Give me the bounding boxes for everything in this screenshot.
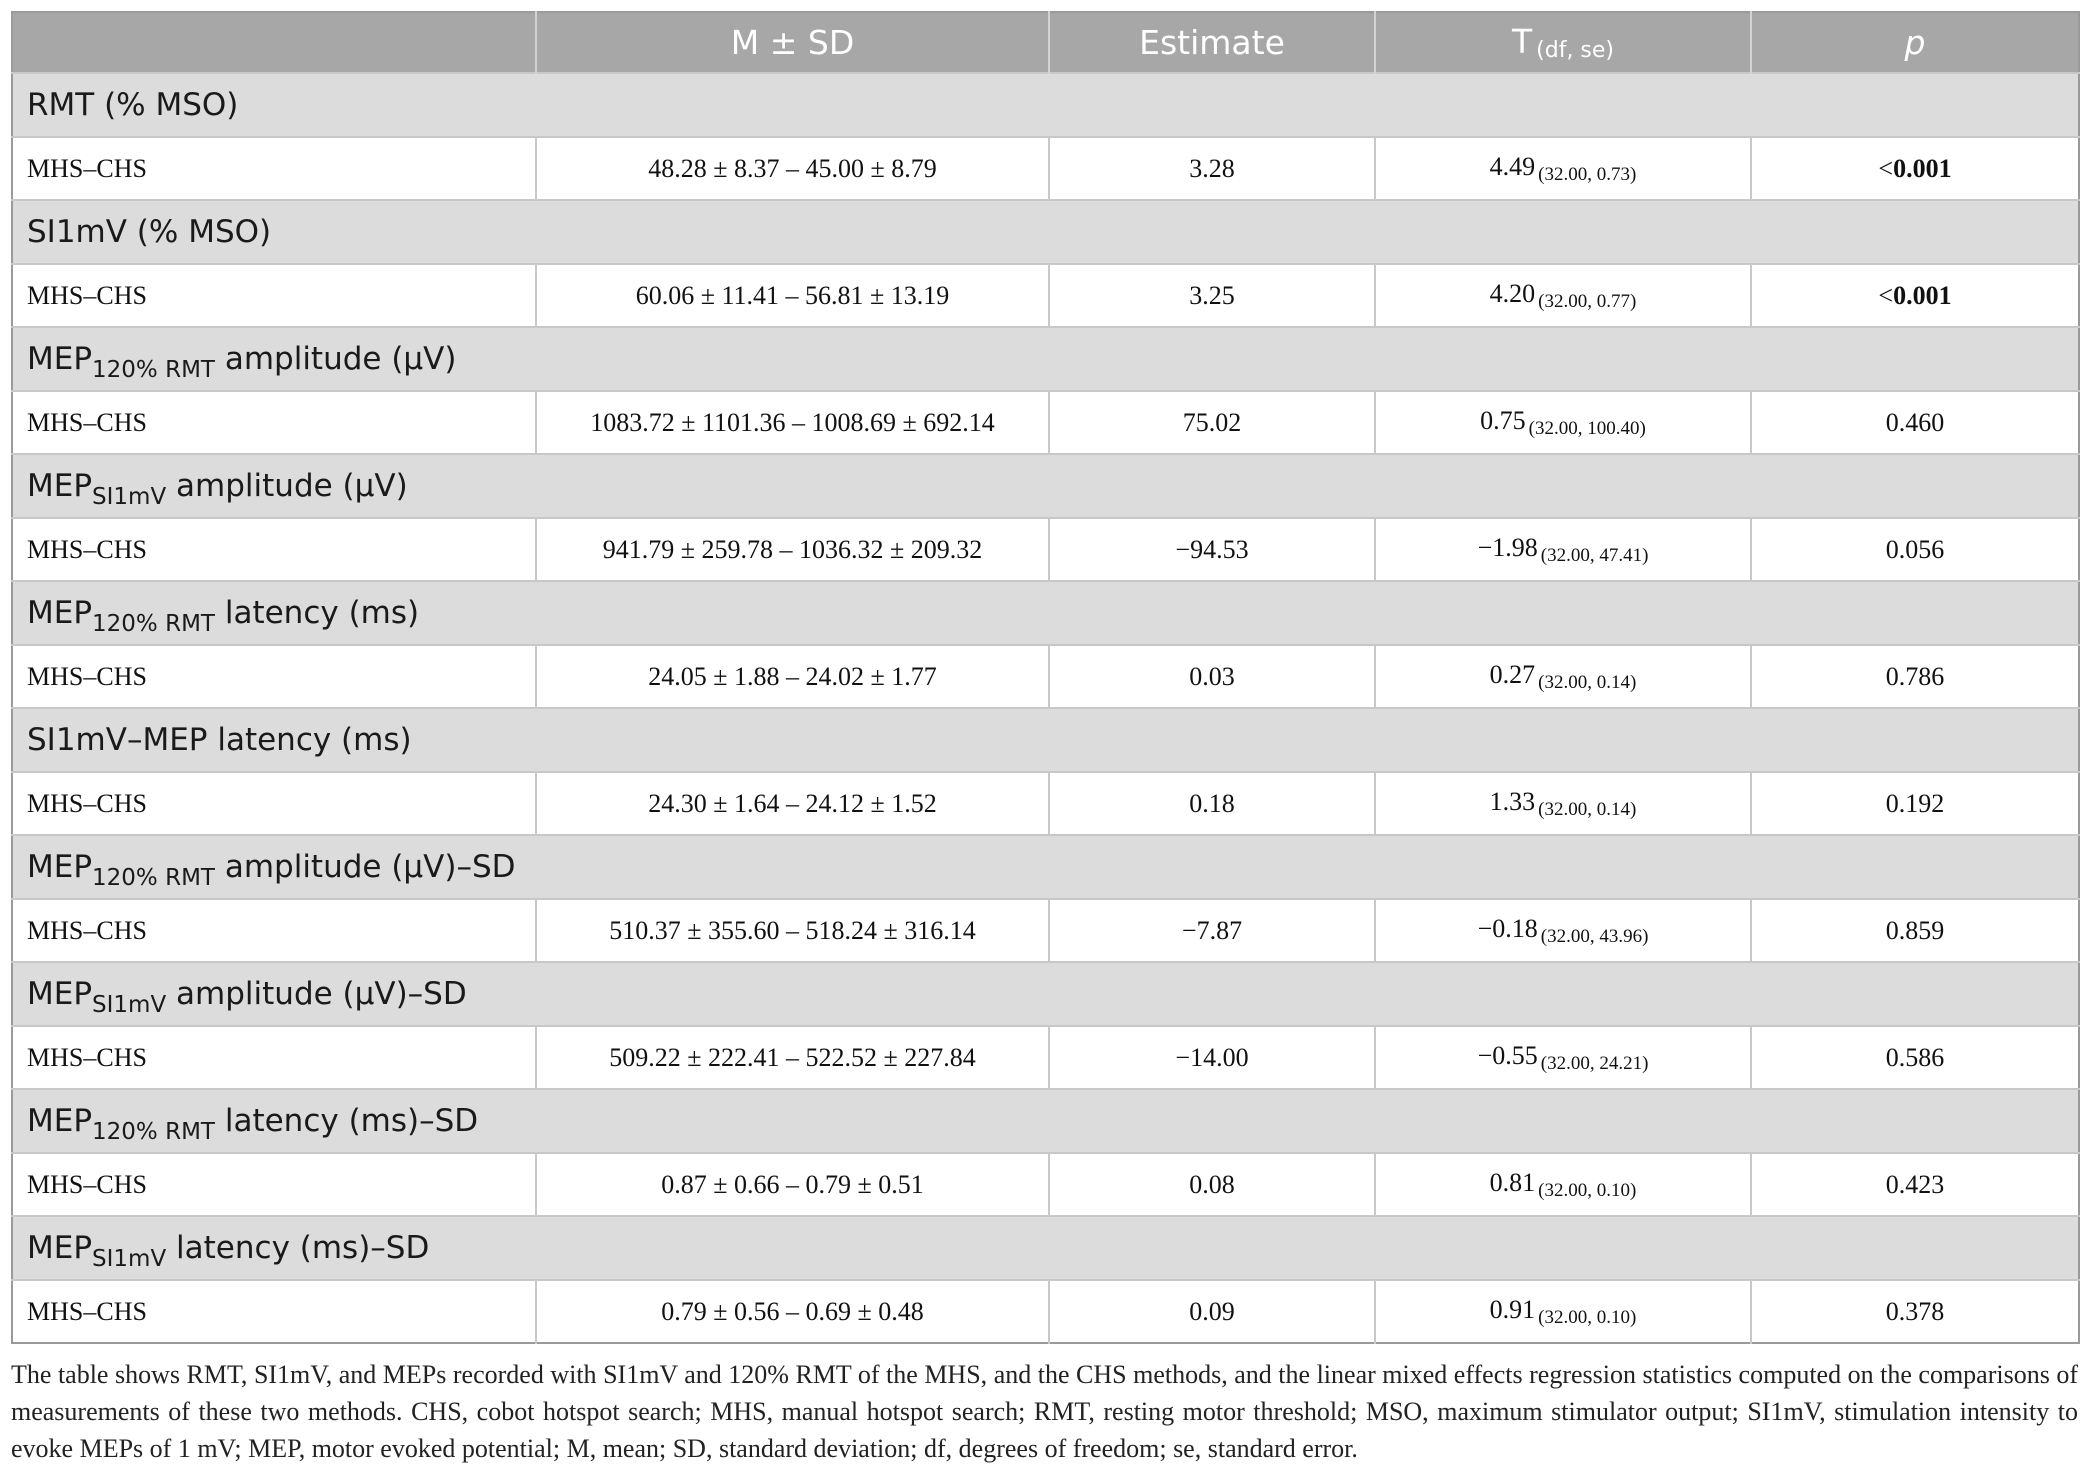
t-statistic-cell — [1375, 1280, 1751, 1343]
table-row — [12, 264, 2079, 327]
t-statistic-cell — [1375, 772, 1751, 835]
table-body — [12, 73, 2079, 1343]
mean-sd-cell: 48.28 ± 8.37 – 45.00 ± 8.79 — [536, 137, 1049, 200]
comparison-cell: MHS–CHS — [12, 391, 536, 454]
section-title-main: MEP — [27, 595, 93, 631]
section-title-subscript: SI1mV — [92, 992, 167, 1018]
section-title-main: SI1mV–MEP latency (ms) — [27, 722, 412, 758]
section-title-main: MEP — [27, 1230, 93, 1266]
t-value: 4.20 — [1489, 278, 1536, 308]
t-statistic-cell — [1375, 899, 1751, 962]
p-value: 0.423 — [1885, 1169, 1945, 1199]
estimate-cell: 0.18 — [1049, 772, 1375, 835]
section-title — [12, 962, 2079, 1026]
p-value: 0.192 — [1885, 788, 1945, 818]
section-title — [12, 835, 2079, 899]
p-value-cell — [1751, 772, 2079, 835]
t-df-se: (32.00, 0.77) — [1538, 290, 1637, 312]
comparison-cell: MHS–CHS — [12, 137, 536, 200]
header-mean-sd: M ± SD — [536, 12, 1049, 73]
section-row — [12, 327, 2079, 391]
table-row — [12, 899, 2079, 962]
t-statistic-cell — [1375, 264, 1751, 327]
section-title-suffix: amplitude (μV)–SD — [214, 849, 516, 885]
t-df-se: (32.00, 0.14) — [1538, 798, 1637, 820]
p-value-cell — [1751, 899, 2079, 962]
t-statistic-cell — [1375, 1026, 1751, 1089]
header-t-statistic — [1375, 12, 1751, 73]
mean-sd-cell: 0.79 ± 0.56 – 0.69 ± 0.48 — [536, 1280, 1049, 1343]
section-row — [12, 962, 2079, 1026]
section-title — [12, 708, 2079, 772]
t-df-se: (32.00, 100.40) — [1528, 417, 1646, 439]
mean-sd-cell: 509.22 ± 222.41 – 522.52 ± 227.84 — [536, 1026, 1049, 1089]
comparison-cell: MHS–CHS — [12, 264, 536, 327]
table-row — [12, 645, 2079, 708]
t-statistic-cell — [1375, 137, 1751, 200]
mean-sd-cell: 941.79 ± 259.78 – 1036.32 ± 209.32 — [536, 518, 1049, 581]
comparison-cell: MHS–CHS — [12, 1280, 536, 1343]
t-df-se: (32.00, 0.73) — [1538, 163, 1637, 185]
table-header-row — [12, 12, 2079, 73]
mean-sd-cell: 0.87 ± 0.66 – 0.79 ± 0.51 — [536, 1153, 1049, 1216]
t-statistic-cell — [1375, 518, 1751, 581]
section-title-suffix: latency (ms)–SD — [214, 1103, 479, 1139]
t-value: 0.91 — [1489, 1294, 1536, 1324]
estimate-cell: 3.25 — [1049, 264, 1375, 327]
table-row — [12, 391, 2079, 454]
section-row — [12, 454, 2079, 518]
mean-sd-cell: 510.37 ± 355.60 – 518.24 ± 316.14 — [536, 899, 1049, 962]
t-value: 0.75 — [1480, 405, 1526, 435]
t-statistic-cell — [1375, 1153, 1751, 1216]
t-value: −0.18 — [1477, 913, 1538, 943]
section-row — [12, 1089, 2079, 1153]
table-row — [12, 1280, 2079, 1343]
p-value-cell — [1751, 1026, 2079, 1089]
t-value: 1.33 — [1489, 786, 1536, 816]
p-value: 0.586 — [1885, 1042, 1945, 1072]
t-df-se: (32.00, 43.96) — [1540, 925, 1649, 947]
section-title — [12, 1216, 2079, 1280]
p-value-cell — [1751, 645, 2079, 708]
section-title — [12, 454, 2079, 518]
p-value-cell — [1751, 518, 2079, 581]
t-statistic-cell — [1375, 645, 1751, 708]
section-title-main: MEP — [27, 849, 93, 885]
section-title-subscript: 120% RMT — [92, 611, 215, 637]
header-t-main: T — [1511, 22, 1533, 61]
p-value-cell — [1751, 391, 2079, 454]
p-value: 0.001 — [1893, 153, 1952, 183]
section-title-subscript: SI1mV — [92, 484, 167, 510]
t-df-se: (32.00, 0.10) — [1538, 1179, 1637, 1201]
t-value: 0.81 — [1489, 1167, 1536, 1197]
table-page — [11, 11, 2078, 1467]
section-title — [12, 73, 2079, 137]
estimate-cell: 0.08 — [1049, 1153, 1375, 1216]
section-title-main: MEP — [27, 976, 93, 1012]
p-value-cell — [1751, 1153, 2079, 1216]
p-value-prefix: < — [1878, 153, 1894, 183]
estimate-cell: −7.87 — [1049, 899, 1375, 962]
section-title-suffix: amplitude (μV)–SD — [166, 976, 467, 1012]
t-value: 0.27 — [1489, 659, 1536, 689]
t-value: 4.49 — [1489, 151, 1536, 181]
section-title-suffix: latency (ms)–SD — [166, 1230, 430, 1266]
comparison-cell: MHS–CHS — [12, 899, 536, 962]
p-value: 0.056 — [1885, 534, 1945, 564]
section-title-subscript: 120% RMT — [92, 357, 215, 383]
mean-sd-cell: 1083.72 ± 1101.36 – 1008.69 ± 692.14 — [536, 391, 1049, 454]
estimate-cell: 75.02 — [1049, 391, 1375, 454]
estimate-cell: −14.00 — [1049, 1026, 1375, 1089]
section-title-subscript: 120% RMT — [92, 1119, 215, 1145]
table-footnote: The table shows RMT, SI1mV, and MEPs recorded with SI1mV and 120% RMT of the MHS, and the CHS methods, and the linear mixed effects regression statistics computed on the comparisons of measurements of these two methods. CHS, cobot hotspot search; MHS, manual hotspot search; RMT, resting motor threshold; MSO, maximum stimulator output; SI1mV, stimulation intensity to evoke MEPs of 1 mV; MEP, motor evoked potential; M, mean; SD, standard deviation; df, degrees of freedom; se, standard error. — [11, 1360, 2078, 1463]
section-row — [12, 708, 2079, 772]
section-title — [12, 1089, 2079, 1153]
section-title-main: RMT (% MSO) — [27, 87, 239, 123]
section-row — [12, 581, 2079, 645]
p-value-cell — [1751, 1280, 2079, 1343]
table-row — [12, 137, 2079, 200]
section-title-subscript: 120% RMT — [92, 865, 215, 891]
estimate-cell: 3.28 — [1049, 137, 1375, 200]
section-row — [12, 73, 2079, 137]
p-value: 0.001 — [1893, 280, 1952, 310]
t-df-se: (32.00, 24.21) — [1540, 1052, 1649, 1074]
mean-sd-cell: 60.06 ± 11.41 – 56.81 ± 13.19 — [536, 264, 1049, 327]
p-value-prefix: < — [1878, 280, 1894, 310]
table-row — [12, 1153, 2079, 1216]
statistics-table — [11, 11, 2080, 1344]
section-title — [12, 327, 2079, 391]
header-estimate: Estimate — [1049, 12, 1375, 73]
mean-sd-cell: 24.30 ± 1.64 – 24.12 ± 1.52 — [536, 772, 1049, 835]
table-row — [12, 518, 2079, 581]
mean-sd-cell: 24.05 ± 1.88 – 24.02 ± 1.77 — [536, 645, 1049, 708]
table-row — [12, 1026, 2079, 1089]
section-title-suffix: amplitude (μV) — [166, 468, 408, 504]
section-title-main: SI1mV (% MSO) — [27, 214, 272, 250]
comparison-cell: MHS–CHS — [12, 772, 536, 835]
p-value: 0.378 — [1885, 1296, 1945, 1326]
table-row — [12, 772, 2079, 835]
section-title — [12, 581, 2079, 645]
t-df-se: (32.00, 47.41) — [1540, 544, 1649, 566]
header-comparison — [12, 12, 536, 73]
section-title-main: MEP — [27, 1103, 93, 1139]
t-df-se: (32.00, 0.10) — [1538, 1306, 1637, 1328]
p-value: 0.786 — [1885, 661, 1945, 691]
t-df-se: (32.00, 0.14) — [1538, 671, 1637, 693]
t-statistic-cell — [1375, 391, 1751, 454]
header-p-value — [1751, 12, 2079, 73]
comparison-cell: MHS–CHS — [12, 518, 536, 581]
t-value: −1.98 — [1477, 532, 1538, 562]
section-row — [12, 835, 2079, 899]
header-t-sub: (df, se) — [1536, 38, 1615, 63]
p-value: 0.460 — [1885, 407, 1945, 437]
comparison-cell: MHS–CHS — [12, 1026, 536, 1089]
estimate-cell: 0.09 — [1049, 1280, 1375, 1343]
t-value: −0.55 — [1477, 1040, 1538, 1070]
estimate-cell: −94.53 — [1049, 518, 1375, 581]
p-value-cell — [1751, 264, 2079, 327]
section-title — [12, 200, 2079, 264]
p-value-cell — [1751, 137, 2079, 200]
section-title-subscript: SI1mV — [92, 1246, 167, 1272]
estimate-cell: 0.03 — [1049, 645, 1375, 708]
section-title-suffix: latency (ms) — [214, 595, 420, 631]
section-row — [12, 200, 2079, 264]
p-value: 0.859 — [1885, 915, 1945, 945]
comparison-cell: MHS–CHS — [12, 1153, 536, 1216]
section-title-main: MEP — [27, 468, 93, 504]
header-p-label: p — [1904, 23, 1926, 62]
comparison-cell: MHS–CHS — [12, 645, 536, 708]
section-row — [12, 1216, 2079, 1280]
section-title-main: MEP — [27, 341, 93, 377]
section-title-suffix: amplitude (μV) — [214, 341, 457, 377]
